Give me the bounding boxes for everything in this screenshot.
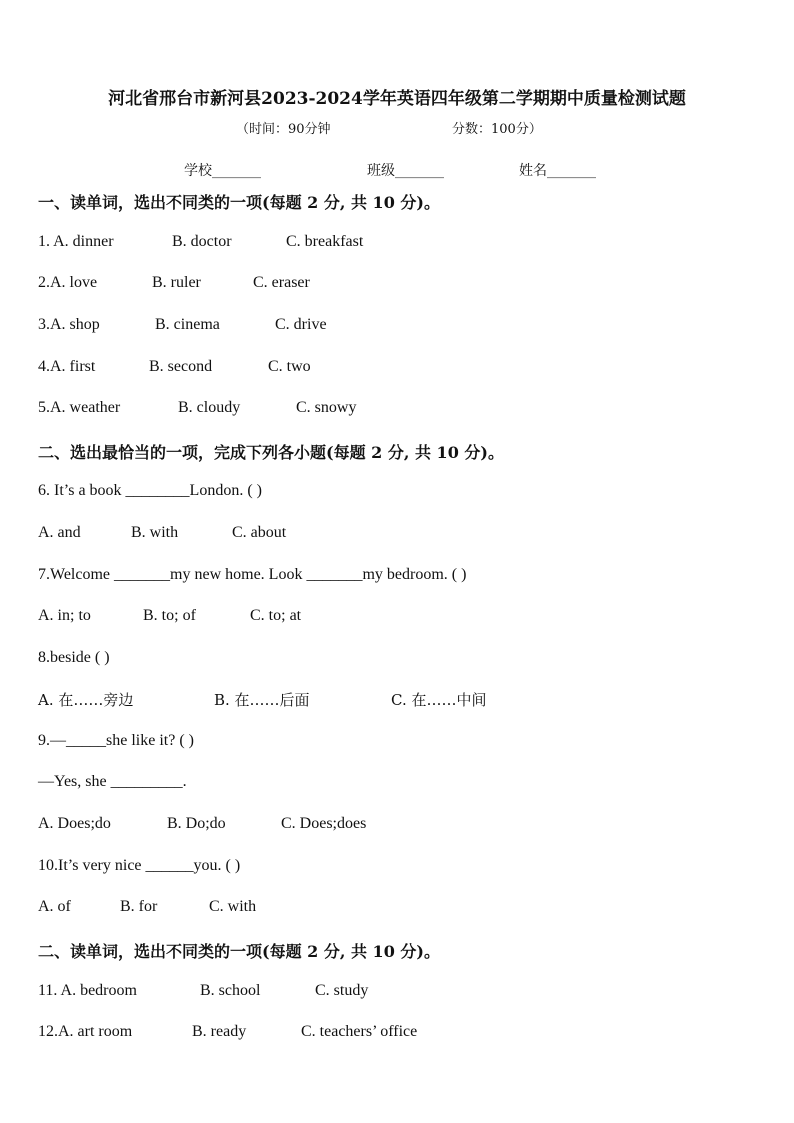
q12-option-a: 12.A. art room bbox=[38, 1023, 133, 1040]
question-9-answer: —Yes, she _________. bbox=[38, 773, 187, 790]
question-9: 9.—_____she like it? ( ) bbox=[38, 732, 194, 749]
q6-option-a: A. and bbox=[38, 524, 81, 541]
q3-option-c: C. drive bbox=[275, 316, 327, 333]
school-field: 学校_______ bbox=[184, 163, 261, 179]
question-10: 10.It’s very nice ______you. ( ) bbox=[38, 857, 241, 874]
q4-option-c: C. two bbox=[268, 358, 311, 375]
q1-option-b: B. doctor bbox=[172, 233, 232, 250]
q7-option-b: B. to; of bbox=[143, 607, 196, 624]
q2-option-a: 2.A. love bbox=[38, 274, 98, 291]
q10-option-a: A. of bbox=[38, 898, 71, 915]
q10-option-b: B. for bbox=[120, 898, 158, 915]
q5-option-b: B. cloudy bbox=[178, 399, 241, 416]
q11-option-a: 11. A. bedroom bbox=[38, 982, 137, 999]
q12-option-b: B. ready bbox=[192, 1023, 247, 1040]
q9-option-b: B. Do;do bbox=[167, 815, 226, 832]
section-heading-1: 一、读单词，选出不同类的一项(每题 2 分, 共 10 分)。 bbox=[38, 193, 440, 212]
q11-option-c: C. study bbox=[315, 982, 369, 999]
q5-option-c: C. snowy bbox=[296, 399, 357, 416]
question-8: 8.beside ( ) bbox=[38, 649, 110, 666]
q3-option-b: B. cinema bbox=[155, 316, 220, 333]
section-heading-2: 二、选出最恰当的一项，完成下列各小题(每题 2 分, 共 10 分)。 bbox=[38, 443, 504, 462]
q4-option-b: B. second bbox=[149, 358, 213, 375]
page-title: 河北省邢台市新河县2023-2024学年英语四年级第二学期期中质量检测试题 bbox=[108, 89, 686, 109]
q8-option-b: B. 在……后面 bbox=[214, 691, 310, 709]
question-7: 7.Welcome _______my new home. Look _______my bedroom. ( ) bbox=[38, 566, 467, 583]
q3-option-a: 3.A. shop bbox=[38, 316, 100, 333]
q2-option-b: B. ruler bbox=[152, 274, 201, 291]
question-6: 6. It’s a book ________London. ( ) bbox=[38, 482, 262, 499]
section-heading-3: 二、读单词，选出不同类的一项(每题 2 分, 共 10 分)。 bbox=[38, 942, 440, 961]
exam-score: 分数：100分） bbox=[452, 122, 542, 137]
q8-option-a: A. 在……旁边 bbox=[38, 691, 134, 709]
q5-option-a: 5.A. weather bbox=[38, 399, 121, 416]
class-field: 班级_______ bbox=[367, 163, 444, 179]
q1-option-c: C. breakfast bbox=[286, 233, 364, 250]
q2-option-c: C. eraser bbox=[253, 274, 310, 291]
q7-option-a: A. in; to bbox=[38, 607, 91, 624]
q10-option-c: C. with bbox=[209, 898, 257, 915]
q12-option-c: C. teachers’ office bbox=[301, 1023, 418, 1040]
q8-option-c: C. 在……中间 bbox=[391, 691, 487, 709]
exam-time: （时间：90分钟 bbox=[236, 122, 331, 137]
q4-option-a: 4.A. first bbox=[38, 358, 96, 375]
q11-option-b: B. school bbox=[200, 982, 261, 999]
q6-option-b: B. with bbox=[131, 524, 179, 541]
q6-option-c: C. about bbox=[232, 524, 287, 541]
q7-option-c: C. to; at bbox=[250, 607, 302, 624]
name-field: 姓名_______ bbox=[519, 163, 596, 179]
q1-option-a: 1. A. dinner bbox=[38, 233, 114, 250]
q9-option-c: C. Does;does bbox=[281, 815, 367, 832]
q9-option-a: A. Does;do bbox=[38, 815, 111, 832]
